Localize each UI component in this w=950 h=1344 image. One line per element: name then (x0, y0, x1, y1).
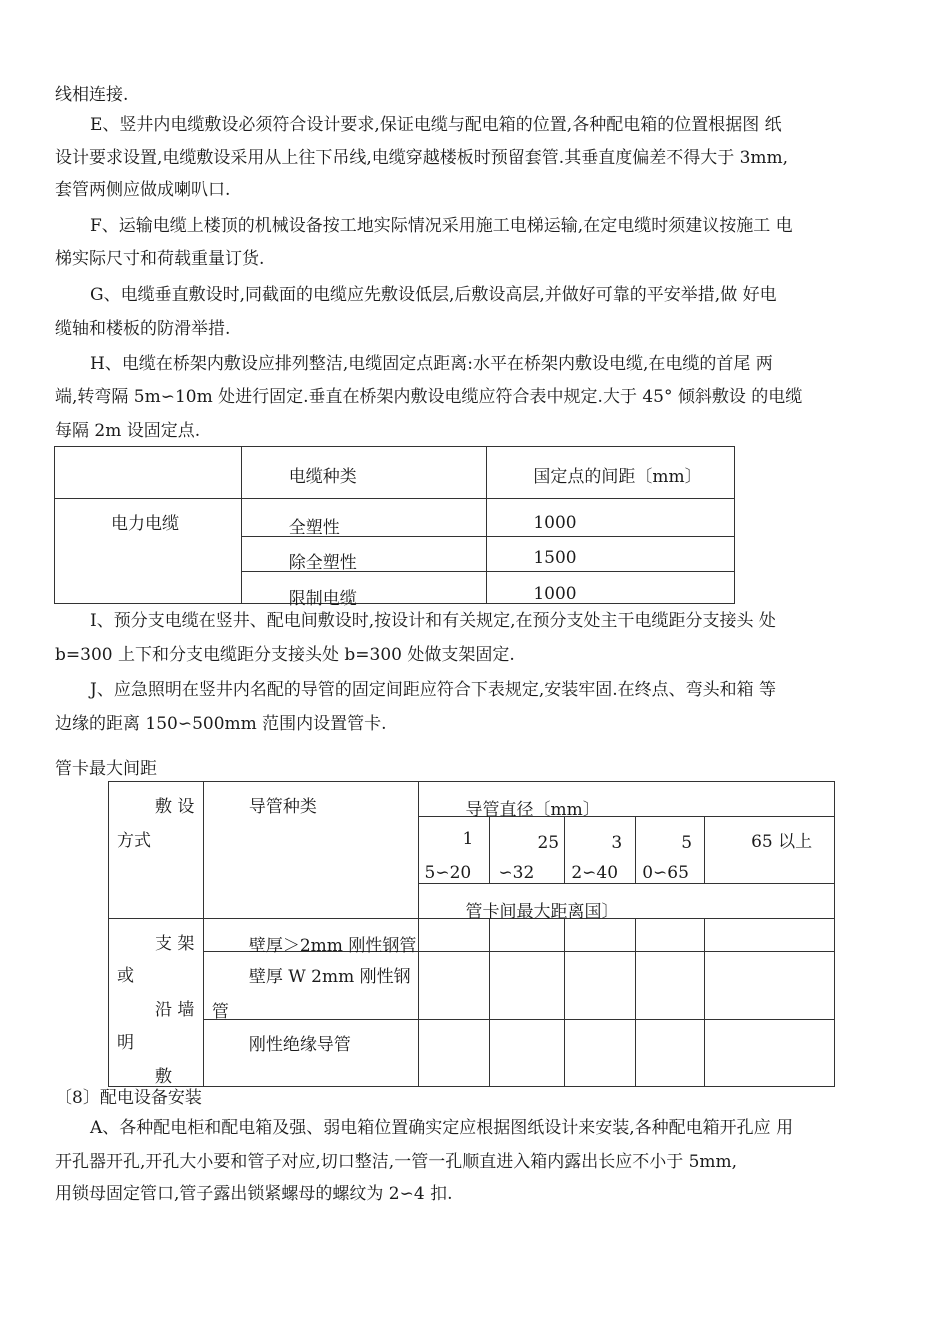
table-cell (55, 499, 242, 604)
table-cell (565, 952, 636, 1019)
table-cell (241, 537, 487, 574)
paragraph-line: I、预分支电缆在竖井、配电间敷设时,按设计和有关规定,在预分支处主干电缆距分支接头 处 (90, 611, 776, 631)
table-cell (241, 499, 487, 537)
table-cell (565, 1019, 636, 1086)
table-cell (418, 1019, 490, 1086)
paragraph-line: b=300 上下和分支电缆距分支接头处 b=300 处做支架固定. (55, 645, 515, 665)
table-cell (109, 919, 204, 1087)
laying-method-label: 明 (117, 1033, 134, 1053)
paragraph-line: 用锁母固定管口,管子露出锁紧螺母的螺纹为 2∽4 扣. (55, 1184, 453, 1204)
table-cell (55, 447, 242, 499)
table-caption: 管卡最大间距 (55, 759, 157, 779)
table-cell (487, 499, 735, 537)
table-header-cell (241, 447, 487, 499)
pipe-type-label: 壁厚＞2mm 刚性钢管 (248, 936, 417, 956)
pipe-clamp-table (108, 781, 835, 1087)
paragraph-line: 开孔器开孔,开孔大小要和管子对应,切口整洁,一管一孔顺直进入箱内露出长应不小于 5mm, (55, 1152, 738, 1172)
table-cell (636, 919, 705, 952)
spacing-value: 1500 (533, 548, 577, 569)
paragraph-line: J、应急照明在竖井内名配的导管的固定间距应符合下表规定,安装牢固.在终点、弯头和箱 等 (90, 680, 777, 700)
diameter-range: 2∽40 (571, 863, 619, 884)
pipe-type-label: 管 (211, 1002, 229, 1023)
laying-method-label: 沿 墙 (155, 1000, 195, 1020)
cable-type: 限制电缆 (288, 588, 357, 609)
table-header-cell (203, 782, 418, 919)
header-laying-method: 敷 设 (155, 797, 195, 817)
table-header-cell (636, 817, 705, 883)
paragraph-line: G、电缆垂直敷设时,同截面的电缆应先敷设低层,后敷设高层,并做好可靠的平安举措,做 好电 (90, 285, 777, 305)
paragraph-line: 梯实际尺寸和荷载重量订货. (55, 249, 265, 269)
paragraph-line: E、竖井内电缆敷设必须符合设计要求,保证电缆与配电箱的位置,各种配电箱的位置根据图 纸 (90, 115, 782, 135)
table-header-cell (565, 817, 636, 883)
header-cable-type: 电缆种类 (288, 467, 357, 487)
header-pipe-diameter: 导管直径〔mm〕 (465, 800, 600, 820)
paragraph-line: 套管两侧应做成喇叭口. (55, 180, 231, 200)
cable-type: 全塑性 (288, 518, 340, 538)
table-cell (418, 952, 490, 1019)
diameter-range: ∽32 (498, 863, 535, 884)
paragraph-line: 边缘的距离 150∽500mm 范围内设置管卡. (55, 714, 387, 734)
table-header-cell (109, 782, 204, 919)
table-cell (241, 571, 487, 609)
table-cell (636, 952, 705, 1019)
laying-method-label: 支 架 (155, 934, 195, 954)
table-cell (490, 1019, 565, 1086)
table-cell (705, 952, 835, 1019)
diameter-range: 5∽20 (424, 863, 472, 884)
diameter-range: 25 (537, 833, 560, 854)
table-cell (487, 537, 735, 571)
table-header-cell (418, 883, 834, 922)
table-cell (490, 919, 565, 952)
table-cell (565, 919, 636, 952)
spacing-value: 1000 (533, 583, 577, 604)
laying-method-label: 敷 (155, 1067, 172, 1087)
table-header-cell (490, 817, 565, 883)
table-cell (490, 952, 565, 1019)
header-max-spacing: 管卡间最大距离国〕 (465, 901, 619, 922)
diameter-range: 5 (681, 833, 693, 854)
pipe-type-label: 壁厚 W 2mm 刚性钢 (248, 967, 411, 988)
cable-spacing-table (54, 446, 735, 609)
paragraph-line: H、电缆在桥架内敷设应排列整洁,电缆固定点距离:水平在桥架内敷设电缆,在电缆的首尾 两 (90, 354, 773, 374)
category-power-cable: 电力电缆 (111, 514, 179, 534)
table-cell (705, 919, 835, 952)
header-pipe-type: 导管种类 (248, 797, 317, 817)
paragraph-line: 设计要求设置,电缆敷设采用从上往下吊线,电缆穿越楼板时预留套管.其垂直度偏差不得大于 3mm, (55, 148, 789, 168)
table-cell (418, 919, 490, 952)
paragraph-line: 端,转弯隔 5m∽10m 处进行固定.垂直在桥架内敷设电缆应符合表中规定.大于 45° 倾斜敷设 的电缆 (55, 387, 803, 407)
paragraph-line: 每隔 2m 设固定点. (55, 421, 201, 441)
table-cell (487, 571, 735, 603)
section-heading: 〔8〕配电设备安装 (55, 1088, 202, 1108)
paragraph-line: 缆轴和楼板的防滑举措. (55, 319, 231, 339)
paragraph-line: F、运输电缆上楼顶的机械设备按工地实际情况采用施工电梯运输,在定电缆时须建议按施工 电 (90, 216, 793, 236)
table-header-cell (418, 817, 490, 883)
table-header-cell (487, 447, 735, 499)
spacing-value: 1000 (533, 513, 577, 533)
header-fix-spacing: 国定点的间距〔mm〕 (533, 467, 702, 487)
diameter-range: 1 (462, 829, 474, 850)
header-laying-method: 方式 (117, 831, 151, 851)
table-cell (203, 919, 418, 956)
table-cell (203, 952, 418, 1023)
table-cell (705, 1019, 835, 1086)
paragraph-line: A、各种配电柜和配电箱及强、弱电箱位置确实定应根据图纸设计来安装,各种配电箱开孔应 用 (90, 1118, 794, 1138)
pipe-type-label: 刚性绝缘导管 (248, 1034, 351, 1055)
diameter-range: 0∽65 (642, 863, 689, 884)
table-cell (636, 1019, 705, 1086)
diameter-range: 3 (611, 833, 623, 854)
cable-type: 除全塑性 (288, 553, 357, 574)
table-header-cell (418, 782, 834, 820)
laying-method-label: 或 (117, 966, 134, 986)
diameter-range: 65 以上 (751, 832, 813, 853)
paragraph-line: 线相连接. (55, 85, 129, 105)
table-cell (203, 1019, 418, 1086)
table-header-cell (705, 817, 835, 883)
